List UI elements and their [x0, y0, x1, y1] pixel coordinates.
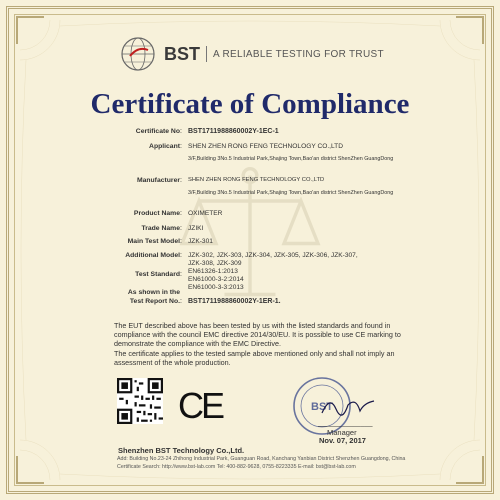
field-label: As shown in the: [127, 289, 180, 296]
colon: :: [180, 143, 182, 150]
corner-ornament: [16, 16, 44, 44]
field-label: Manufacturer: [136, 177, 180, 184]
field-value: JZK-302, JZK-303, JZK-304, JZK-305, JZK-306, JZK-307,: [188, 252, 358, 259]
header: [118, 34, 384, 74]
signature-line: ______________: [318, 420, 373, 427]
signatory-title: Manager: [327, 428, 357, 437]
corner-ornament: [16, 456, 44, 484]
field-value: 3/F,Building 3No.5 Industrial Park,Shajing Town,Bao'an district ShenZhen GuangDong: [188, 190, 394, 196]
bst-globe-logo-icon: [118, 34, 158, 74]
corner-ornament: [456, 456, 484, 484]
svg-text:BST: BST: [311, 401, 333, 413]
tagline: A RELIABLE TESTING FOR TRUST: [213, 48, 384, 60]
field-value: OXIMETER: [188, 210, 223, 217]
colon: :: [180, 271, 182, 278]
field-value: EN61000-3-2:2014: [188, 276, 244, 283]
logo-divider: [206, 46, 207, 62]
field-value: SHEN ZHEN RONG FENG TECHNOLOGY CO.,LTD: [188, 177, 325, 183]
field-value: EN61326-1:2013: [188, 268, 238, 275]
corner-ornament: [456, 16, 484, 44]
field-label: Test Report No.: [129, 298, 180, 305]
qr-code-icon: [117, 378, 163, 424]
footer-company: Shenzhen BST Technology Co.,Ltd.: [118, 446, 245, 455]
field-label: Trade Name: [141, 225, 180, 232]
colon: :: [180, 210, 182, 217]
field-value: BST1711988860002Y-1EC-1: [188, 128, 279, 135]
field-value: JZK-301: [188, 238, 213, 245]
colon: :: [180, 177, 182, 184]
field-label: Test Standard: [135, 271, 180, 278]
colon: :: [180, 298, 182, 305]
statement-paragraph: The certificate applies to the tested sample above mentioned only and shall not imply an assessment of the whole production.: [114, 348, 395, 367]
logo-text: BST: [164, 43, 200, 64]
certificate-title: Certificate of Compliance: [90, 88, 410, 120]
field-label: Additional Model: [125, 252, 180, 259]
field-value: SHEN ZHEN RONG FENG TECHNOLOGY CO.,LTD: [188, 143, 343, 150]
footer-contact: Certificate Search: http://www.bst-lab.com Tel: 400-882-9628, 0755-8223335 E-mail: bst@bst-lab.com: [117, 464, 356, 470]
colon: :: [180, 225, 182, 232]
field-label: Product Name: [133, 210, 180, 217]
footer-address: Add: Building No.23-24 Zhihong Industrial Park, Guanguan Road, Kanchang Yanbian District Shenzhen Guangdong, China: [117, 456, 406, 462]
signature-icon: [318, 391, 378, 421]
field-label: Applicant: [149, 143, 180, 150]
compliance-statement: [114, 321, 404, 367]
field-value: JZK-308, JZK-309: [188, 260, 242, 267]
field-value: JZIKI: [188, 225, 204, 232]
ce-mark: CE: [178, 385, 223, 426]
field-label: Main Test Model: [127, 238, 180, 245]
statement-paragraph: The EUT described above has been tested by us with the listed standards and found in compliance with the council EMC directive 2014/30/EU. It is possible to use CE marking to demonstrate the compliance with the EMC Directive.: [114, 321, 401, 349]
field-value: EN61000-3-3:2013: [188, 284, 244, 291]
colon: :: [180, 238, 182, 245]
colon: :: [180, 128, 182, 135]
field-label: Certificate No: [135, 128, 180, 135]
field-value: 3/F,Building 3No.5 Industrial Park,Shajing Town,Bao'an district ShenZhen GuangDong: [188, 156, 394, 162]
scales-watermark-icon: [165, 150, 335, 320]
colon: :: [180, 252, 182, 259]
field-value: BST1711988860002Y-1ER-1.: [188, 298, 281, 305]
issue-date: Nov. 07, 2017: [319, 436, 366, 445]
